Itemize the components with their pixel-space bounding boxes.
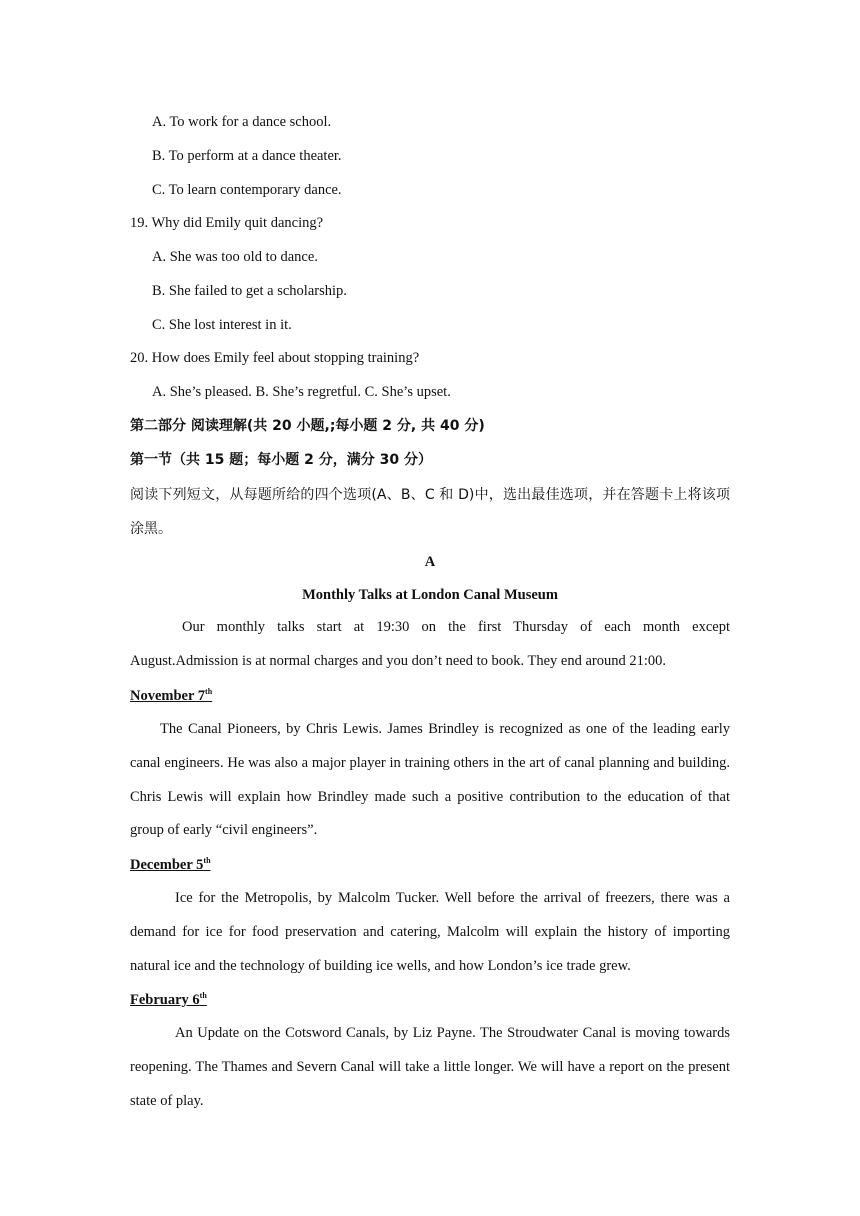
event-date-november (130, 686, 212, 706)
date-suffix: th (203, 856, 211, 866)
q18-option-c: C. To learn contemporary dance. (152, 182, 342, 198)
event-text-november: The Canal Pioneers, by Chris Lewis. James Brindley is recognized as one of the leading early canal engineers. He was also a major player in training others in the art of canal planning and building. Chris Lewis will explain how Brindley made such a positive contribution to the education of that group of early “civil engineers”. (130, 721, 730, 839)
q20-stem: 20. How does Emily feel about stopping training? (130, 350, 420, 366)
q20-options: A. She’s pleased. B. She’s regretful. C. She’s upset. (152, 384, 451, 400)
q18-option-b: B. To perform at a dance theater. (152, 148, 342, 164)
q19-option-b: B. She failed to get a scholarship. (152, 283, 347, 299)
date-suffix: th (205, 687, 213, 697)
q19-stem: 19. Why did Emily quit dancing? (130, 215, 324, 231)
q19-option-c: C. She lost interest in it. (152, 317, 292, 333)
instructions: 阅读下列短文，从每题所给的四个选项(A、B、C 和 D)中，选出最佳选项，并在答题卡上将该项涂黑。 (130, 487, 730, 537)
event-date-february (130, 990, 207, 1010)
section-subtitle: 第一节（共 15 题；每小题 2 分，满分 30 分） (130, 452, 432, 468)
part-title: 第二部分 阅读理解(共 20 小题,;每小题 2 分, 共 40 分) (130, 418, 485, 434)
passage-letter: A (424, 554, 436, 570)
date-text: December 5 (130, 857, 204, 873)
q18-option-a: A. To work for a dance school. (152, 114, 332, 130)
event-text-december: Ice for the Metropolis, by Malcolm Tucker. Well before the arrival of freezers, there was a demand for ice for food preservation and catering, Malcolm will explain the history of importing natural ice and the technology of building ice wells, and how London’s ice trade grew. (130, 890, 730, 974)
date-suffix: th (199, 991, 207, 1001)
event-date-december (130, 855, 211, 875)
date-text: November 7 (130, 688, 206, 704)
date-text: February 6 (130, 992, 200, 1008)
q19-option-a: A. She was too old to dance. (152, 249, 318, 265)
event-text-february: An Update on the Cotsword Canals, by Liz Payne. The Stroudwater Canal is moving towards reopening. The Thames and Severn Canal will take a little longer. We will have a report on the present state of play. (130, 1025, 730, 1109)
passage-title: Monthly Talks at London Canal Museum (302, 587, 558, 603)
passage-intro: Our monthly talks start at 19:30 on the first Thursday of each month except August.Admission is at normal charges and you don’t need to book. They end around 21:00. (130, 619, 730, 669)
